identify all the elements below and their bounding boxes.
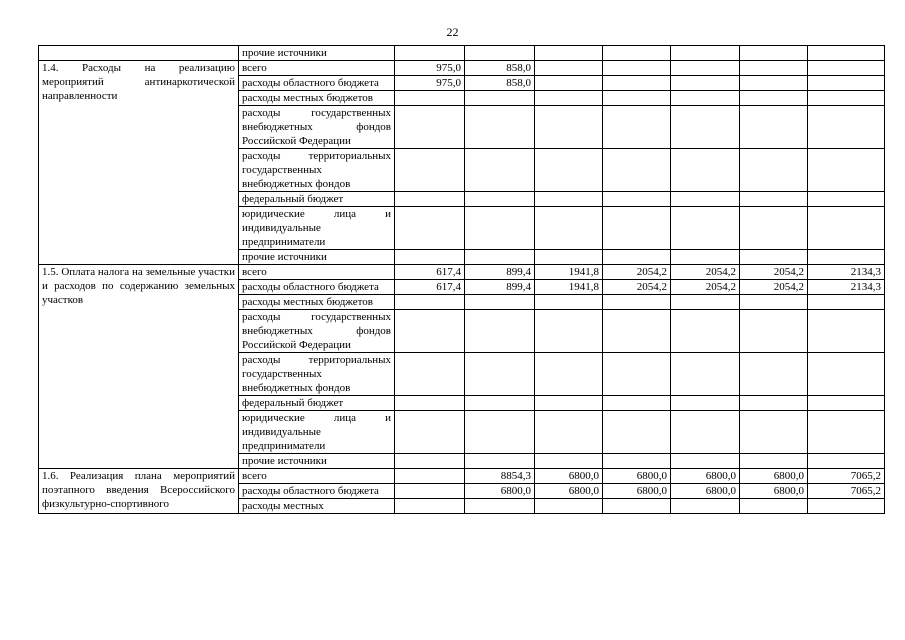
amount-cell: 6800,0 bbox=[535, 484, 603, 499]
amount-cell: 2054,2 bbox=[740, 280, 808, 295]
funding-source-cell: всего bbox=[239, 265, 395, 280]
amount-cell bbox=[740, 46, 808, 61]
amount-cell bbox=[465, 192, 535, 207]
amount-cell: 7065,2 bbox=[808, 469, 885, 484]
amount-cell bbox=[465, 499, 535, 514]
amount-cell bbox=[535, 353, 603, 396]
funding-source-cell: федеральный бюджет bbox=[239, 192, 395, 207]
amount-cell bbox=[603, 295, 671, 310]
amount-cell bbox=[395, 499, 465, 514]
amount-cell: 2134,3 bbox=[808, 265, 885, 280]
amount-cell bbox=[395, 149, 465, 192]
amount-cell bbox=[535, 207, 603, 250]
amount-cell bbox=[740, 106, 808, 149]
amount-cell bbox=[535, 61, 603, 76]
amount-cell bbox=[808, 295, 885, 310]
amount-cell: 6800,0 bbox=[671, 469, 740, 484]
funding-source-cell: федеральный бюджет bbox=[239, 396, 395, 411]
amount-cell bbox=[671, 411, 740, 454]
amount-cell bbox=[535, 91, 603, 106]
amount-cell bbox=[808, 76, 885, 91]
table-row bbox=[39, 46, 885, 61]
amount-cell: 2054,2 bbox=[603, 265, 671, 280]
amount-cell bbox=[535, 149, 603, 192]
amount-cell bbox=[603, 207, 671, 250]
amount-cell bbox=[808, 411, 885, 454]
amount-cell bbox=[808, 61, 885, 76]
amount-cell bbox=[603, 411, 671, 454]
amount-cell bbox=[535, 310, 603, 353]
amount-cell bbox=[808, 192, 885, 207]
amount-cell: 6800,0 bbox=[671, 484, 740, 499]
amount-cell bbox=[808, 250, 885, 265]
amount-cell bbox=[740, 192, 808, 207]
funding-source-cell: расходы областного бюджета bbox=[239, 484, 395, 499]
amount-cell bbox=[671, 76, 740, 91]
table-row bbox=[39, 61, 885, 76]
amount-cell bbox=[535, 250, 603, 265]
amount-cell: 1941,8 bbox=[535, 280, 603, 295]
funding-source-cell: всего bbox=[239, 61, 395, 76]
funding-source-cell: прочие источники bbox=[239, 454, 395, 469]
amount-cell bbox=[808, 46, 885, 61]
funding-source-cell: юридические лица и индивидуальные предприниматели bbox=[239, 207, 395, 250]
amount-cell bbox=[535, 192, 603, 207]
funding-source-cell: расходы местных бюджетов bbox=[239, 295, 395, 310]
funding-source-cell: прочие источники bbox=[239, 250, 395, 265]
amount-cell bbox=[395, 192, 465, 207]
amount-cell bbox=[808, 353, 885, 396]
program-name-cell: 1.4. Расходы на реализацию мероприятий антинаркотической направленности bbox=[39, 61, 239, 265]
amount-cell bbox=[465, 207, 535, 250]
amount-cell bbox=[603, 76, 671, 91]
amount-cell bbox=[535, 454, 603, 469]
amount-cell: 6800,0 bbox=[465, 484, 535, 499]
budget-table bbox=[38, 45, 885, 514]
amount-cell bbox=[740, 61, 808, 76]
amount-cell: 975,0 bbox=[395, 76, 465, 91]
amount-cell bbox=[535, 396, 603, 411]
amount-cell bbox=[603, 46, 671, 61]
program-name-cell bbox=[39, 46, 239, 61]
amount-cell bbox=[603, 106, 671, 149]
amount-cell bbox=[671, 396, 740, 411]
amount-cell bbox=[535, 46, 603, 61]
amount-cell bbox=[740, 353, 808, 396]
amount-cell: 7065,2 bbox=[808, 484, 885, 499]
amount-cell: 6800,0 bbox=[740, 484, 808, 499]
amount-cell bbox=[465, 91, 535, 106]
amount-cell bbox=[465, 106, 535, 149]
amount-cell bbox=[395, 295, 465, 310]
amount-cell: 6800,0 bbox=[603, 484, 671, 499]
amount-cell bbox=[603, 454, 671, 469]
amount-cell bbox=[808, 149, 885, 192]
amount-cell: 617,4 bbox=[395, 280, 465, 295]
funding-source-cell: расходы территориальных государственных внебюджетных фондов bbox=[239, 353, 395, 396]
amount-cell bbox=[395, 207, 465, 250]
amount-cell bbox=[671, 353, 740, 396]
amount-cell bbox=[740, 207, 808, 250]
amount-cell bbox=[603, 149, 671, 192]
amount-cell bbox=[395, 454, 465, 469]
amount-cell bbox=[465, 396, 535, 411]
amount-cell bbox=[808, 91, 885, 106]
program-name-cell: 1.6. Реализация плана мероприятий поэтапного введения Всероссийского физкультурно-спортивного bbox=[39, 469, 239, 514]
amount-cell bbox=[808, 499, 885, 514]
amount-cell bbox=[740, 295, 808, 310]
amount-cell bbox=[465, 454, 535, 469]
table-row bbox=[39, 469, 885, 484]
amount-cell bbox=[395, 353, 465, 396]
amount-cell bbox=[535, 499, 603, 514]
amount-cell: 8854,3 bbox=[465, 469, 535, 484]
amount-cell bbox=[671, 310, 740, 353]
amount-cell bbox=[740, 499, 808, 514]
funding-source-cell: расходы областного бюджета bbox=[239, 280, 395, 295]
amount-cell bbox=[740, 411, 808, 454]
amount-cell: 899,4 bbox=[465, 265, 535, 280]
funding-source-cell: расходы областного бюджета bbox=[239, 76, 395, 91]
amount-cell bbox=[395, 469, 465, 484]
funding-source-cell: расходы государственных внебюджетных фондов Российской Федерации bbox=[239, 310, 395, 353]
amount-cell: 2054,2 bbox=[603, 280, 671, 295]
amount-cell bbox=[603, 310, 671, 353]
amount-cell bbox=[671, 295, 740, 310]
amount-cell bbox=[395, 484, 465, 499]
amount-cell bbox=[671, 499, 740, 514]
amount-cell: 899,4 bbox=[465, 280, 535, 295]
amount-cell bbox=[465, 310, 535, 353]
amount-cell bbox=[671, 106, 740, 149]
amount-cell: 6800,0 bbox=[603, 469, 671, 484]
amount-cell bbox=[465, 250, 535, 265]
funding-source-cell: юридические лица и индивидуальные предприниматели bbox=[239, 411, 395, 454]
funding-source-cell: прочие источники bbox=[239, 46, 395, 61]
funding-source-cell: расходы местных бюджетов bbox=[239, 91, 395, 106]
amount-cell bbox=[740, 149, 808, 192]
amount-cell bbox=[808, 454, 885, 469]
amount-cell bbox=[740, 91, 808, 106]
amount-cell bbox=[535, 76, 603, 91]
amount-cell bbox=[535, 106, 603, 149]
amount-cell bbox=[740, 250, 808, 265]
amount-cell bbox=[740, 454, 808, 469]
amount-cell bbox=[671, 61, 740, 76]
amount-cell bbox=[603, 192, 671, 207]
amount-cell bbox=[603, 499, 671, 514]
amount-cell: 2054,2 bbox=[671, 265, 740, 280]
amount-cell bbox=[671, 46, 740, 61]
table-row bbox=[39, 265, 885, 280]
funding-source-cell: всего bbox=[239, 469, 395, 484]
amount-cell: 858,0 bbox=[465, 76, 535, 91]
amount-cell bbox=[671, 91, 740, 106]
amount-cell: 617,4 bbox=[395, 265, 465, 280]
amount-cell: 975,0 bbox=[395, 61, 465, 76]
amount-cell bbox=[740, 396, 808, 411]
amount-cell: 6800,0 bbox=[535, 469, 603, 484]
funding-source-cell: расходы территориальных государственных внебюджетных фондов bbox=[239, 149, 395, 192]
amount-cell: 858,0 bbox=[465, 61, 535, 76]
amount-cell bbox=[535, 411, 603, 454]
amount-cell bbox=[671, 149, 740, 192]
table-body bbox=[39, 46, 885, 514]
amount-cell bbox=[671, 250, 740, 265]
amount-cell: 6800,0 bbox=[740, 469, 808, 484]
amount-cell bbox=[465, 149, 535, 192]
amount-cell bbox=[671, 454, 740, 469]
amount-cell bbox=[603, 250, 671, 265]
program-name-cell: 1.5. Оплата налога на земельные участки и расходов по содержанию земельных участков bbox=[39, 265, 239, 469]
amount-cell: 1941,8 bbox=[535, 265, 603, 280]
page-number: 22 bbox=[446, 25, 459, 39]
amount-cell: 2054,2 bbox=[671, 280, 740, 295]
amount-cell bbox=[465, 411, 535, 454]
amount-cell bbox=[465, 295, 535, 310]
amount-cell bbox=[395, 91, 465, 106]
amount-cell bbox=[808, 106, 885, 149]
funding-source-cell: расходы государственных внебюджетных фондов Российской Федерации bbox=[239, 106, 395, 149]
amount-cell bbox=[808, 396, 885, 411]
amount-cell: 2054,2 bbox=[740, 265, 808, 280]
amount-cell bbox=[808, 207, 885, 250]
amount-cell bbox=[740, 76, 808, 91]
amount-cell bbox=[535, 295, 603, 310]
amount-cell bbox=[395, 396, 465, 411]
amount-cell bbox=[395, 106, 465, 149]
amount-cell bbox=[465, 353, 535, 396]
amount-cell bbox=[671, 207, 740, 250]
amount-cell bbox=[395, 250, 465, 265]
amount-cell bbox=[395, 411, 465, 454]
amount-cell bbox=[740, 310, 808, 353]
amount-cell bbox=[465, 46, 535, 61]
amount-cell bbox=[395, 310, 465, 353]
amount-cell bbox=[603, 61, 671, 76]
amount-cell bbox=[395, 46, 465, 61]
amount-cell bbox=[603, 91, 671, 106]
amount-cell bbox=[603, 396, 671, 411]
funding-source-cell: расходы местных bbox=[239, 499, 395, 514]
amount-cell bbox=[671, 192, 740, 207]
amount-cell bbox=[603, 353, 671, 396]
amount-cell bbox=[808, 310, 885, 353]
amount-cell: 2134,3 bbox=[808, 280, 885, 295]
